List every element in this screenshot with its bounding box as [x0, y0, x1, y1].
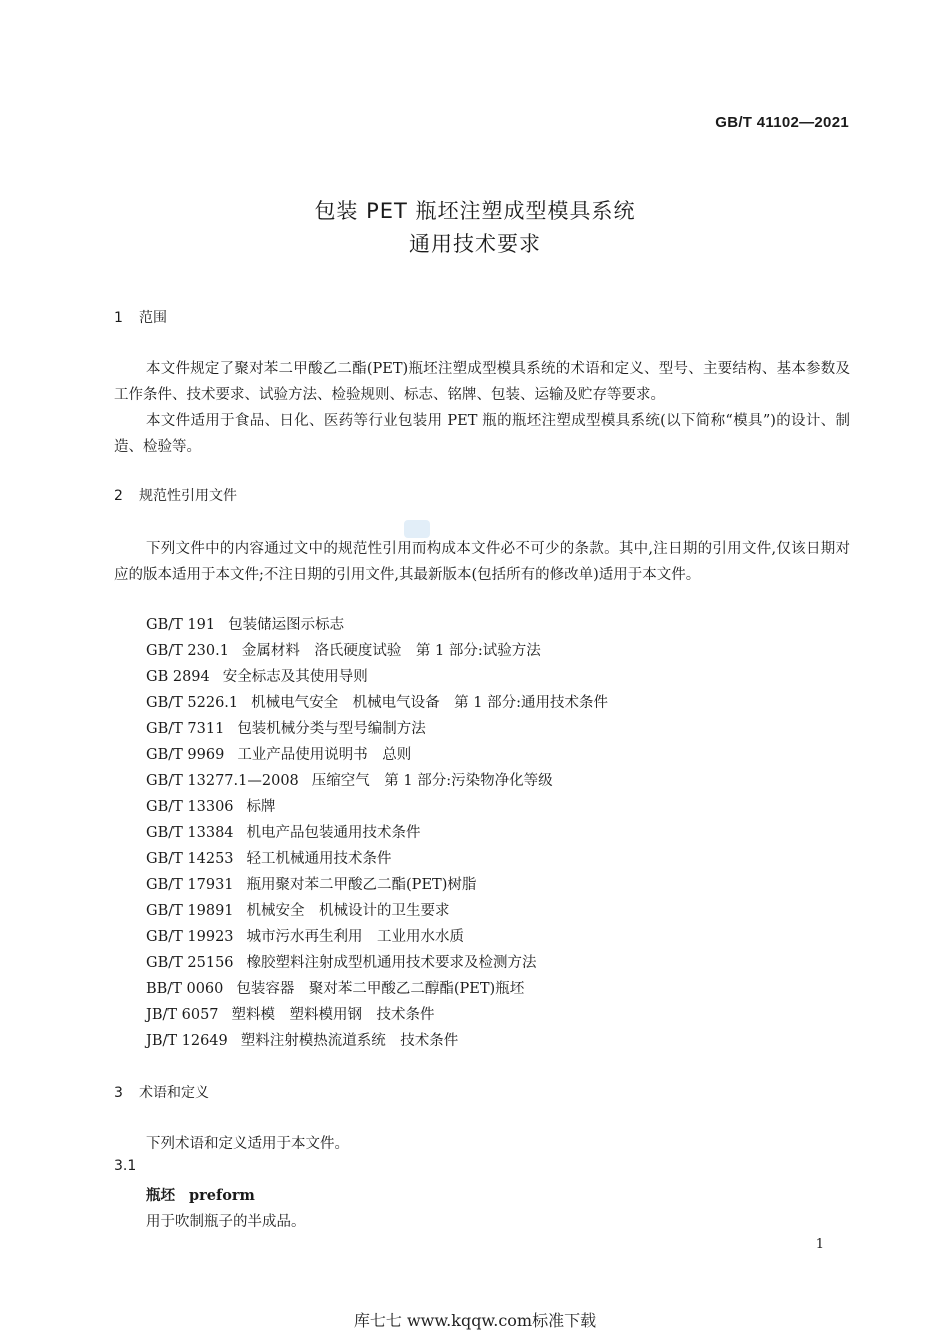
reference-item: [146, 638, 608, 664]
reference-item: [146, 924, 608, 950]
reference-code: GB/T 19923: [146, 929, 234, 945]
reference-code: GB/T 25156: [146, 955, 234, 971]
reference-title: 城市污水再生利用 工业用水水质: [246, 929, 465, 945]
reference-code: GB/T 7311: [146, 721, 225, 737]
document-title-line1: 包装 PET 瓶坯注塑成型模具系统: [314, 199, 636, 223]
reference-code: GB/T 19891: [146, 903, 234, 919]
section-number: 3: [114, 1085, 123, 1101]
reference-code: GB 2894: [146, 669, 210, 685]
term-zh: 瓶坯: [146, 1187, 175, 1204]
reference-code: GB/T 191: [146, 617, 216, 633]
standard-code: GB/T 41102—2021: [715, 114, 849, 131]
reference-list: [146, 612, 608, 1054]
reference-item: [146, 950, 608, 976]
reference-title: 橡胶塑料注射成型机通用技术要求及检测方法: [246, 955, 537, 971]
reference-title: 塑料模 塑料模用钢 技术条件: [231, 1007, 435, 1023]
reference-title: 包装容器 聚对苯二甲酸乙二醇酯(PET)瓶坯: [236, 981, 525, 997]
section-title: 规范性引用文件: [139, 488, 237, 504]
reference-item: [146, 664, 608, 690]
reference-code: BB/T 0060: [146, 981, 224, 997]
reference-title: 工业产品使用说明书 总则: [237, 747, 412, 763]
reference-item: [146, 976, 608, 1002]
section-number: 1: [114, 310, 123, 326]
reference-code: GB/T 14253: [146, 851, 234, 867]
reference-title: 安全标志及其使用导则: [222, 669, 368, 685]
term-en: preform: [189, 1187, 255, 1204]
reference-code: JB/T 6057: [146, 1007, 219, 1023]
reference-title: 瓶用聚对苯二甲酸乙二酯(PET)树脂: [246, 877, 477, 893]
reference-item: [146, 742, 608, 768]
scope-paragraph-2: 本文件适用于食品、日化、医药等行业包装用 PET 瓶的瓶坯注塑成型模具系统(以下简称“模具”)的设计、制造、检验等。: [114, 413, 850, 455]
reference-code: GB/T 230.1: [146, 643, 229, 659]
term-number: 3.1: [114, 1158, 137, 1174]
reference-item: [146, 898, 608, 924]
reference-title: 轻工机械通用技术条件: [246, 851, 392, 867]
page-number: 1: [815, 1237, 824, 1252]
reference-item: [146, 794, 608, 820]
reference-code: GB/T 13277.1—2008: [146, 773, 299, 789]
terms-intro: 下列术语和定义适用于本文件。: [146, 1136, 349, 1152]
section-title: 术语和定义: [139, 1085, 209, 1101]
term-definition: 用于吹制瓶子的半成品。: [146, 1214, 306, 1230]
reference-title: 包装储运图示标志: [228, 617, 345, 633]
reference-item: [146, 1002, 608, 1028]
reference-title: 标牌: [246, 799, 276, 815]
reference-title: 机械电气安全 机械电气设备 第 1 部分:通用技术条件: [251, 695, 608, 711]
reference-title: 机电产品包装通用技术条件: [246, 825, 421, 841]
document-title-line2: 通用技术要求: [409, 232, 541, 256]
reference-code: GB/T 17931: [146, 877, 234, 893]
reference-item: [146, 690, 608, 716]
section-title: 范围: [139, 310, 167, 326]
reference-code: GB/T 13384: [146, 825, 234, 841]
reference-code: JB/T 12649: [146, 1033, 228, 1049]
reference-code: GB/T 9969: [146, 747, 225, 763]
reference-code: GB/T 5226.1: [146, 695, 239, 711]
reference-item: [146, 716, 608, 742]
reference-title: 机械安全 机械设计的卫生要求: [246, 903, 450, 919]
section-2-heading: [114, 486, 237, 506]
reference-title: 金属材料 洛氏硬度试验 第 1 部分:试验方法: [241, 643, 541, 659]
term-heading: [146, 1184, 255, 1205]
reference-title: 塑料注射模热流道系统 技术条件: [240, 1033, 459, 1049]
section-number: 2: [114, 488, 123, 504]
reference-item: [146, 612, 608, 638]
reference-item: [146, 872, 608, 898]
section-1-heading: [114, 308, 167, 328]
footer-watermark-text[interactable]: 库七七 www.kqqw.com标准下载: [353, 1311, 597, 1330]
reference-code: GB/T 13306: [146, 799, 234, 815]
reference-item: [146, 846, 608, 872]
scope-paragraph-1: 本文件规定了聚对苯二甲酸乙二酯(PET)瓶坯注塑成型模具系统的术语和定义、型号、主要结构、基本参数及工作条件、技术要求、试验方法、检验规则、标志、铭牌、包装、运输及贮存等要求。: [114, 361, 850, 403]
normative-intro: 下列文件中的内容通过文中的规范性引用而构成本文件必不可少的条款。其中,注日期的引用文件,仅该日期对应的版本适用于本文件;不注日期的引用文件,其最新版本(包括所有的修改单)适用于本文件。: [114, 541, 850, 583]
reference-title: 包装机械分类与型号编制方法: [237, 721, 426, 737]
reference-item: [146, 1028, 608, 1054]
reference-title: 压缩空气 第 1 部分:污染物净化等级: [311, 773, 553, 789]
reference-item: [146, 768, 608, 794]
section-3-heading: [114, 1083, 209, 1103]
reference-item: [146, 820, 608, 846]
